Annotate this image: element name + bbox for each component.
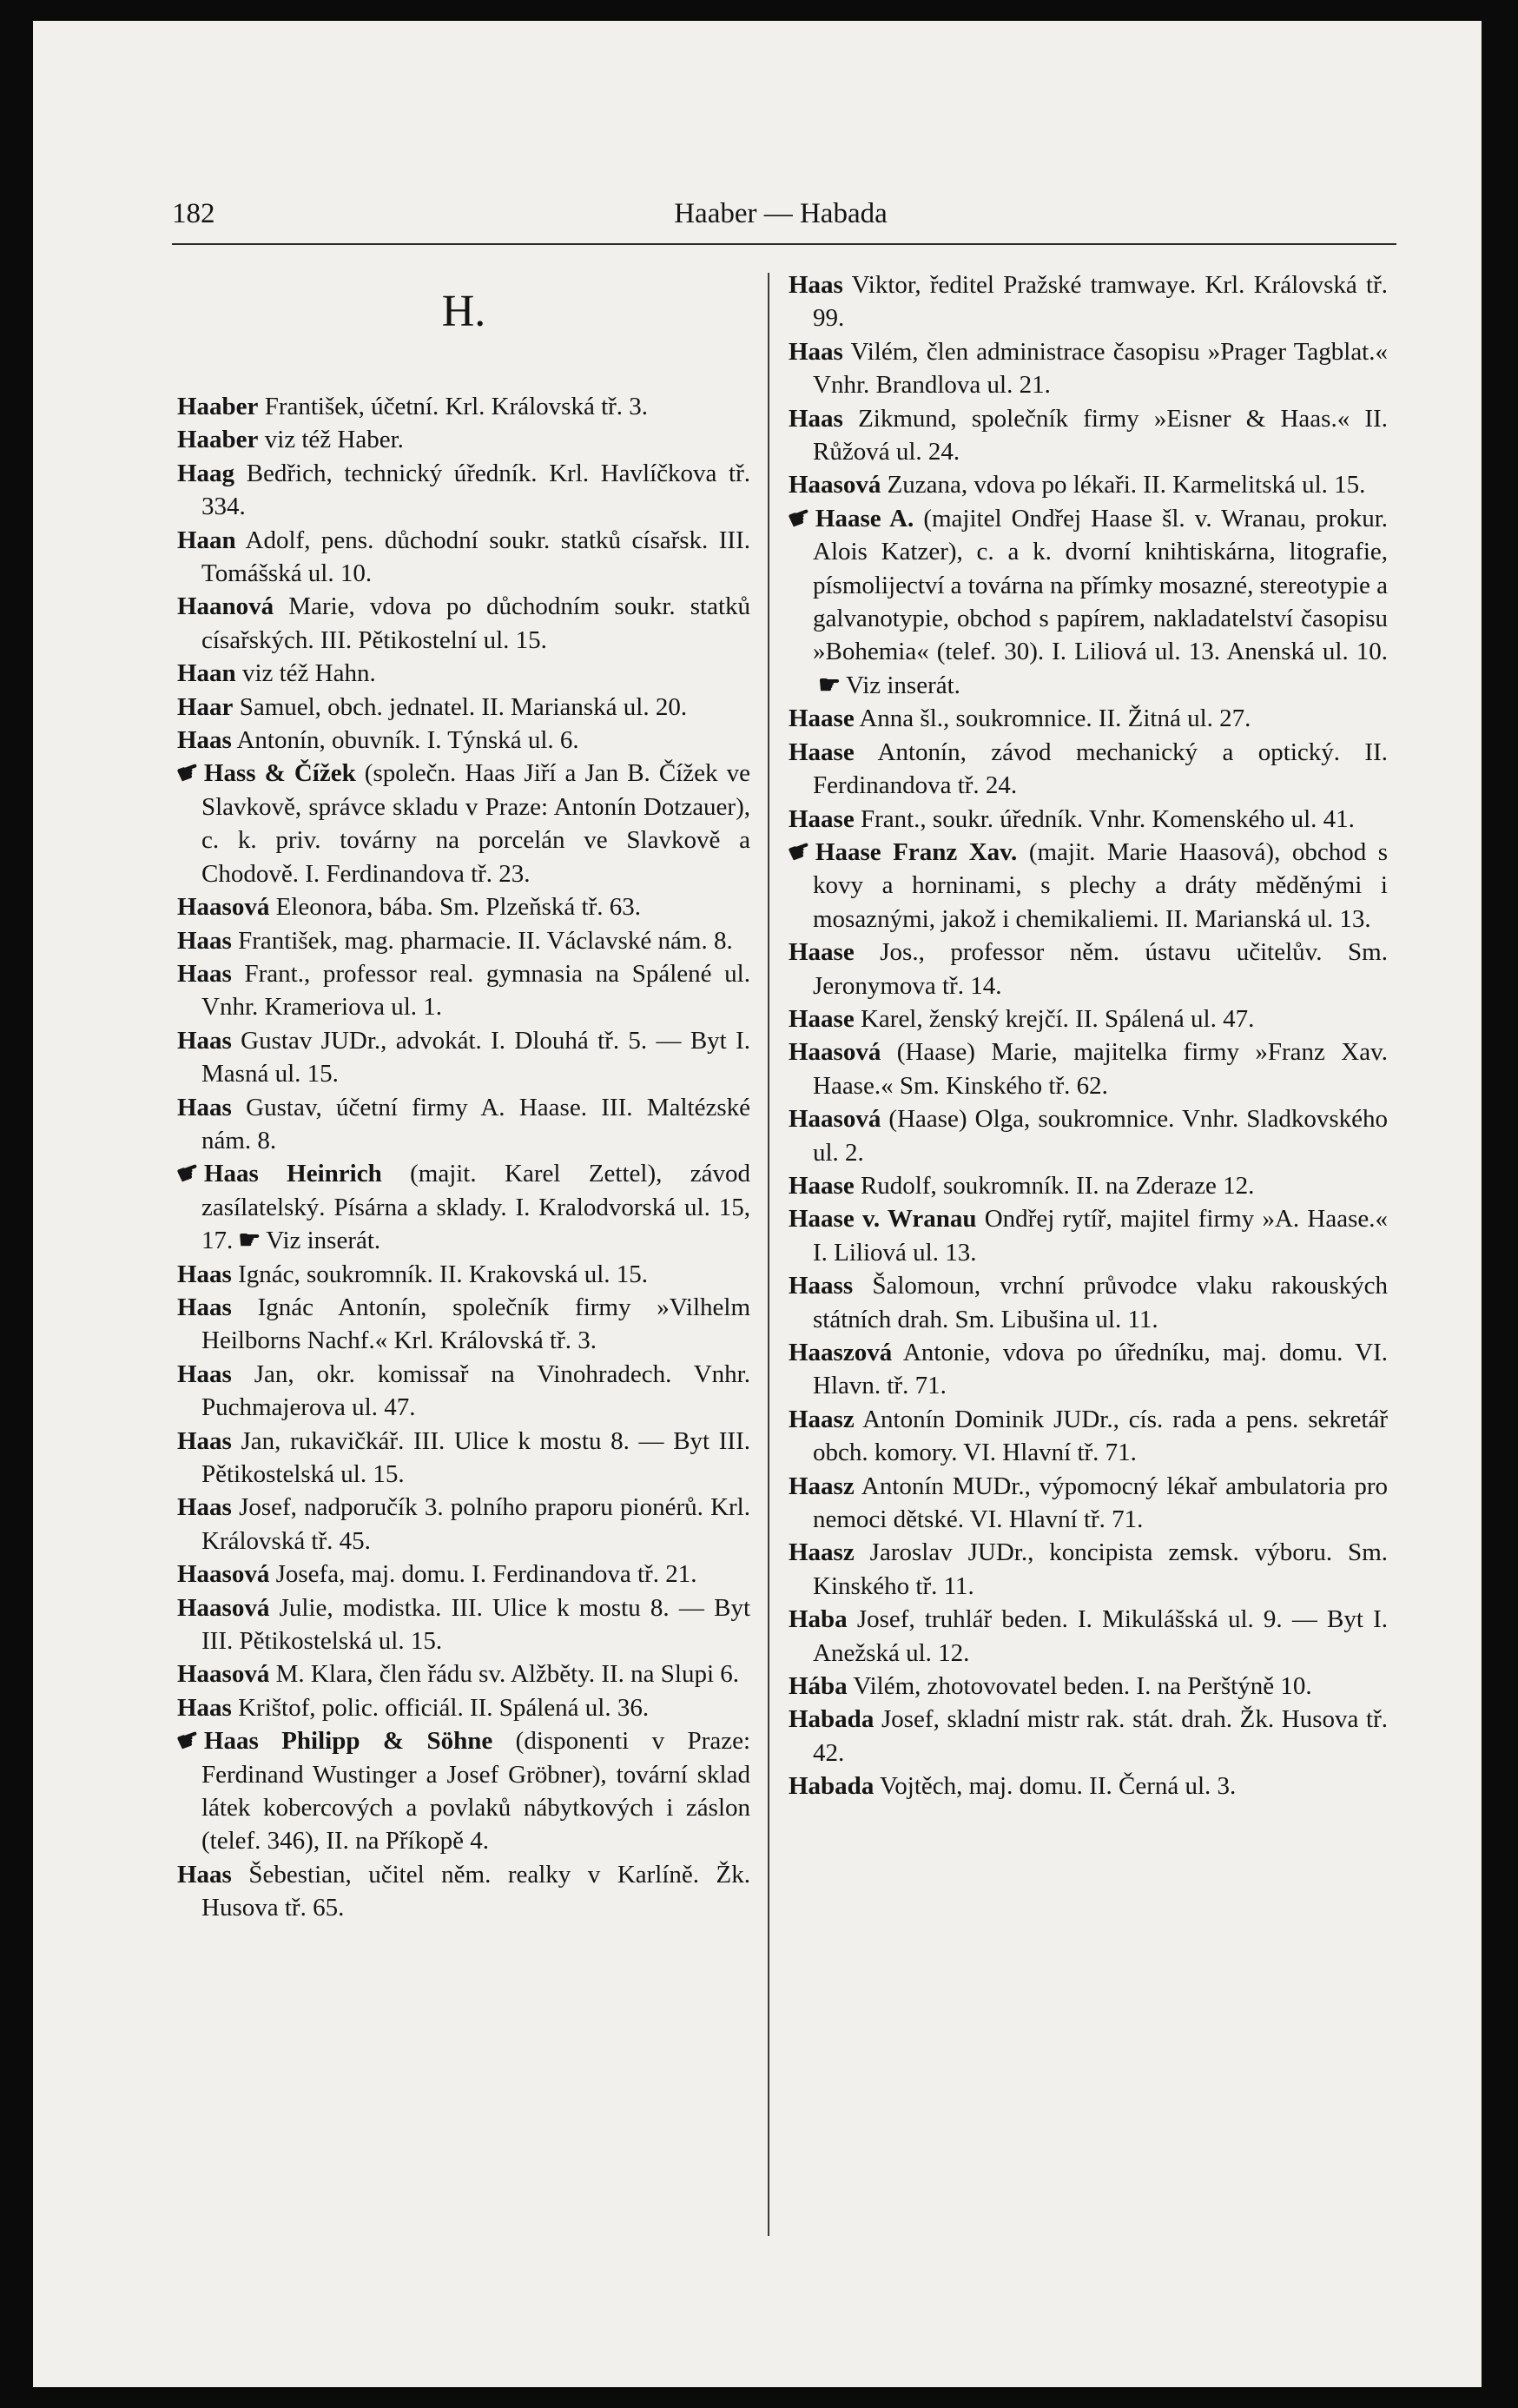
directory-entry (177, 423, 750, 456)
directory-entry (177, 1024, 750, 1091)
page-number: 182 (172, 198, 215, 229)
entry-text: viz též Haber. (258, 426, 404, 454)
entry-name: Haas (177, 959, 232, 988)
entry-text: (Haase) Olga, soukromnice. Vnhr. Sladkovského ul. 2. (813, 1105, 1388, 1167)
entry-name: Haanová (177, 592, 274, 621)
entry-text: Josef, skladní mistr rak. stát. drah. Žk. Husova tř. 42. (813, 1705, 1388, 1767)
header-rule (172, 243, 1396, 245)
entry-name: Haas (177, 1693, 232, 1722)
directory-entry (177, 457, 750, 524)
entry-name: Haas Heinrich (203, 1160, 382, 1188)
entry-name: Haasová (177, 1660, 270, 1689)
directory-entry (789, 1035, 1388, 1102)
entry-text: Bedřich, technický úředník. Krl. Havlíčkova tř. 334. (201, 459, 750, 521)
entry-name: Haas (177, 1426, 232, 1455)
entry-text: Jaroslav JUDr., koncipista zemsk. výboru. Sm. Kinského tř. 11. (813, 1538, 1388, 1600)
entry-name: Haase (789, 804, 855, 833)
entry-text: František, mag. pharmacie. II. Václavské nám. 8. (231, 926, 733, 955)
entry-text: Gustav JUDr., advokát. I. Dlouhá tř. 5. — Byt I. Masná ul. 15. (201, 1026, 750, 1088)
entry-text: (majit. Marie Haasová), obchod s kovy a horninami, s plechy a dráty měděnými i mosaznými, jakož i chemikaliemi. II. Marianská ul. 13. (813, 837, 1388, 933)
entry-name: Haas (177, 1026, 232, 1055)
entry-name: Haaber (177, 426, 259, 454)
entry-name: Haasz (789, 1538, 855, 1567)
entry-name: Habada (789, 1705, 874, 1734)
directory-entry (177, 957, 750, 1024)
directory-entry (177, 1491, 750, 1558)
entry-text: Antonín, závod mechanický a optický. II. Ferdinandova tř. 24. (813, 738, 1388, 800)
pointing-hand-icon: ☛ (172, 755, 205, 791)
directory-entry (789, 335, 1388, 402)
entry-text: Zikmund, společník firmy »Eisner & Haas.« II. Růžová ul. 24. (813, 404, 1388, 466)
directory-entry (789, 1770, 1388, 1803)
entry-text: Rudolf, soukromník. II. na Zderaze 12. (854, 1171, 1255, 1200)
right-column (783, 268, 1388, 1803)
entry-text: Jan, rukavičkář. III. Ulice k mostu 8. — Byt III. Pětikostelská ul. 15. (201, 1426, 750, 1488)
directory-entry (789, 1403, 1388, 1470)
entry-name: Haas (789, 404, 843, 433)
entry-text: Antonín, obuvník. I. Týnská ul. 6. (231, 726, 579, 755)
directory-entry (177, 590, 750, 657)
entry-text: Josefa, maj. domu. I. Ferdinandova tř. 21. (269, 1560, 697, 1589)
entry-name: Haag (177, 459, 235, 487)
entry-name: Haas (177, 1093, 232, 1121)
directory-entry (789, 468, 1388, 501)
entry-text: Antonie, vdova po úředníku, maj. domu. VI. Hlavn. tř. 71. (813, 1339, 1388, 1400)
entry-text: Šalomoun, vrchní průvodce vlaku rakouských státních drah. Sm. Libušina ul. 11. (813, 1272, 1388, 1333)
entry-name: Haase (789, 738, 855, 766)
entry-name: Hass & Čížek (203, 759, 356, 788)
directory-entry (177, 924, 750, 957)
entry-text: Frant., professor real. gymnasia na Spálené ul. Vnhr. Krameriova ul. 1. (201, 959, 750, 1022)
entry-name: Haasová (789, 1105, 881, 1134)
entry-name: Haas (177, 926, 232, 955)
directory-entry (177, 1558, 750, 1591)
entry-reference: Viz inserát. (266, 1227, 381, 1255)
entry-name: Haas (177, 1493, 232, 1522)
right-entries (783, 268, 1388, 1803)
directory-entry (177, 1258, 750, 1291)
entry-reference: Viz inserát. (846, 671, 960, 699)
column-divider (768, 273, 769, 2236)
entry-text: Ignác Antonín, společník firmy »Vilhelm Heilborns Nachf.« Krl. Královská tř. 3. (201, 1293, 750, 1355)
directory-entry (789, 1603, 1388, 1670)
entry-name: Haass (789, 1272, 854, 1300)
directory-entry (177, 1291, 750, 1358)
entry-name: Haasová (177, 1593, 270, 1622)
directory-entry (789, 1670, 1388, 1703)
pointing-hand-icon: ☛ (172, 1723, 205, 1758)
directory-entry (789, 1336, 1388, 1403)
entry-name: Haase Franz Xav. (815, 837, 1018, 866)
directory-entry (789, 1002, 1388, 1035)
directory-entry (177, 1425, 750, 1492)
entry-name: Haase A. (815, 504, 914, 533)
directory-entry (789, 1703, 1388, 1770)
directory-entry (789, 702, 1388, 735)
directory-entry (789, 1102, 1388, 1169)
entry-text: Anna šl., soukromnice. II. Žitná ul. 27. (854, 705, 1251, 733)
entry-text: Ondřej rytíř, majitel firmy »A. Haase.« I. Liliová ul. 13. (813, 1205, 1388, 1267)
directory-entry (789, 268, 1388, 335)
entry-name: Haas (177, 1860, 232, 1889)
directory-entry (177, 1858, 750, 1925)
directory-entry (789, 1269, 1388, 1336)
entry-text: M. Klara, člen řádu sv. Alžběty. II. na Slupi 6. (269, 1660, 740, 1689)
entry-name: Haas (789, 271, 843, 299)
entry-text: viz též Hahn. (235, 659, 376, 688)
entry-name: Haase (789, 938, 855, 967)
directory-page (33, 21, 1482, 2387)
pointing-hand-icon: ☛ (172, 1155, 205, 1191)
entry-text: Šebestian, učitel něm. realky v Karlíně. Žk. Husova tř. 65. (201, 1860, 750, 1922)
directory-entry (789, 936, 1388, 1002)
directory-entry (783, 500, 1388, 702)
entry-text: Zuzana, vdova po lékaři. II. Karmelitská ul. 15. (881, 471, 1366, 499)
directory-entry (177, 724, 750, 757)
entry-text: (majitel Ondřej Haase šl. v. Wranau, prokur. Alois Katzer), c. a k. dvorní knihtiskárna, litografie, písmolijectví a továrna na přímky mosazné, stereotypie a galvanotypie, obchod s papírem, nakladatelství časopisu »Bohemia« (telef. 30). I. Liliová ul. 13. Anenská ul. 10. (813, 504, 1388, 666)
directory-entry (177, 1591, 750, 1658)
entry-text: Viktor, ředitel Pražské tramwaye. Krl. Královská tř. 99. (813, 271, 1388, 333)
entry-text: (společn. Haas Jiří a Jan B. Čížek ve Slavkově, správce skladu v Praze: Antonín Dotzauer), c. k. priv. továrny na porcelán ve Slavkově a Chodově. I. Ferdinandova tř. 23. (201, 759, 750, 888)
directory-entry (177, 890, 750, 923)
entry-name: Haasová (789, 1038, 881, 1067)
pointing-hand-icon: ☛ (783, 500, 816, 536)
entry-name: Haase (789, 1004, 855, 1033)
entry-text: Frant., soukr. úředník. Vnhr. Komenského ul. 41. (854, 804, 1355, 833)
entry-name: Haaszová (789, 1339, 893, 1366)
directory-entry (172, 1155, 751, 1257)
entry-name: Haase v. Wranau (789, 1205, 977, 1234)
entry-text: Antonín MUDr., výpomocný lékař ambulatoria pro nemoci dětské. VI. Hlavní tř. 71. (813, 1472, 1388, 1534)
entry-text: Samuel, obch. jednatel. II. Marianská ul. 20. (233, 692, 688, 721)
section-letter: H. (441, 287, 486, 336)
directory-entry (789, 1202, 1388, 1269)
entry-name: Haasová (789, 471, 881, 499)
entry-text: Vilém, zhotovovatel beden. I. na Perštýně 10. (847, 1672, 1312, 1701)
entry-text: Jos., professor něm. ústavu učitelův. Sm. Jeronymova tř. 14. (813, 938, 1388, 1000)
entry-text: Vilém, člen administrace časopisu »Prager Tagblat.« Vnhr. Brandlova ul. 21. (813, 337, 1388, 400)
entry-name: Habada (789, 1772, 874, 1801)
directory-entry (177, 524, 750, 591)
entry-text: Vojtěch, maj. domu. II. Černá ul. 3. (874, 1772, 1237, 1801)
entry-name: Haase (789, 705, 855, 733)
entry-name: Haase (789, 1171, 855, 1200)
pointing-hand-icon: ☛ (238, 1227, 261, 1255)
page-header (172, 174, 1389, 243)
entry-name: Haas (177, 1359, 232, 1388)
entry-text: (disponenti v Praze: Ferdinand Wustinger a Josef Gröbner), tovární sklad látek kobercových a povlaků nábytkových i záslon (telef. 346), II. na Příkopě 4. (201, 1727, 750, 1856)
directory-entry (172, 1723, 750, 1858)
directory-entry (177, 691, 750, 724)
entry-name: Haar (177, 692, 234, 721)
entry-name: Haas (789, 337, 843, 366)
entry-name: Haasz (789, 1405, 855, 1433)
entry-text: Karel, ženský krejčí. II. Spálená ul. 47. (854, 1004, 1255, 1033)
entry-name: Haas (177, 726, 232, 755)
entry-name: Haaber (177, 393, 259, 420)
entry-name: Haas (177, 1260, 232, 1288)
entry-name: Haasová (177, 893, 270, 922)
directory-entry (177, 657, 750, 690)
entry-name: Haas (177, 1293, 232, 1321)
directory-entry (177, 390, 750, 423)
directory-entry (789, 402, 1388, 469)
entry-text: František, účetní. Krl. Královská tř. 3. (258, 393, 649, 420)
directory-entry (177, 1657, 750, 1690)
entry-text: Ignác, soukromník. II. Krakovská ul. 15. (231, 1260, 649, 1288)
directory-entry (789, 736, 1388, 803)
entry-name: Haasová (177, 1560, 270, 1589)
entry-name: Haasz (789, 1472, 855, 1500)
entry-text: Adolf, pens. důchodní soukr. statků císařsk. III. Tomášská ul. 10. (201, 526, 750, 588)
entry-text: Krištof, polic. officiál. II. Spálená ul. 36. (231, 1693, 650, 1722)
entry-text: Marie, vdova po důchodním soukr. statků císařských. III. Pětikostelní ul. 15. (201, 592, 750, 654)
entry-text: Jan, okr. komissař na Vinohradech. Vnhr. Puchmajerova ul. 47. (201, 1359, 750, 1422)
pointing-hand-icon: ☛ (818, 671, 841, 699)
entry-name: Haan (177, 526, 236, 554)
directory-entry (789, 1169, 1388, 1202)
entry-name: Hába (789, 1672, 848, 1701)
directory-entry (177, 1691, 750, 1724)
directory-entry (172, 755, 750, 890)
entry-name: Haan (177, 659, 236, 688)
left-entries (172, 390, 751, 1925)
directory-entry (789, 1470, 1388, 1537)
entry-text: Josef, truhlář beden. I. Mikulášská ul. 9. — Byt I. Anežská ul. 12. (813, 1605, 1388, 1667)
pointing-hand-icon: ☛ (783, 834, 816, 870)
directory-entry (177, 1091, 750, 1158)
directory-entry (177, 1358, 750, 1425)
entry-text: Josef, nadporučík 3. polního praporu pionérů. Krl. Královská tř. 45. (201, 1493, 750, 1555)
entry-name: Haas Philipp & Söhne (203, 1727, 493, 1756)
entry-text: Eleonora, bába. Sm. Plzeňská tř. 63. (269, 893, 641, 922)
entry-text: Gustav, účetní firmy A. Haase. III. Maltézské nám. 8. (201, 1093, 750, 1154)
entry-name: Haba (789, 1605, 848, 1634)
left-column (172, 268, 751, 1925)
directory-entry (789, 803, 1388, 836)
entry-text: Antonín Dominik JUDr., cís. rada a pens. sekretář obch. komory. VI. Hlavní tř. 71. (813, 1405, 1388, 1467)
directory-entry (789, 1536, 1388, 1603)
directory-entry (783, 834, 1388, 936)
entry-text: (Haase) Marie, majitelka firmy »Franz Xav. Haase.« Sm. Kinského tř. 62. (813, 1038, 1388, 1100)
entry-text: (majit. Karel Zettel), závod zasílatelský. Písárna a sklady. I. Kralodvorská ul. 15, 17. (201, 1160, 751, 1255)
running-head: Haaber — Habada (674, 198, 888, 229)
entry-text: Julie, modistka. III. Ulice k mostu 8. — Byt III. Pětikostelská ul. 15. (201, 1593, 750, 1656)
